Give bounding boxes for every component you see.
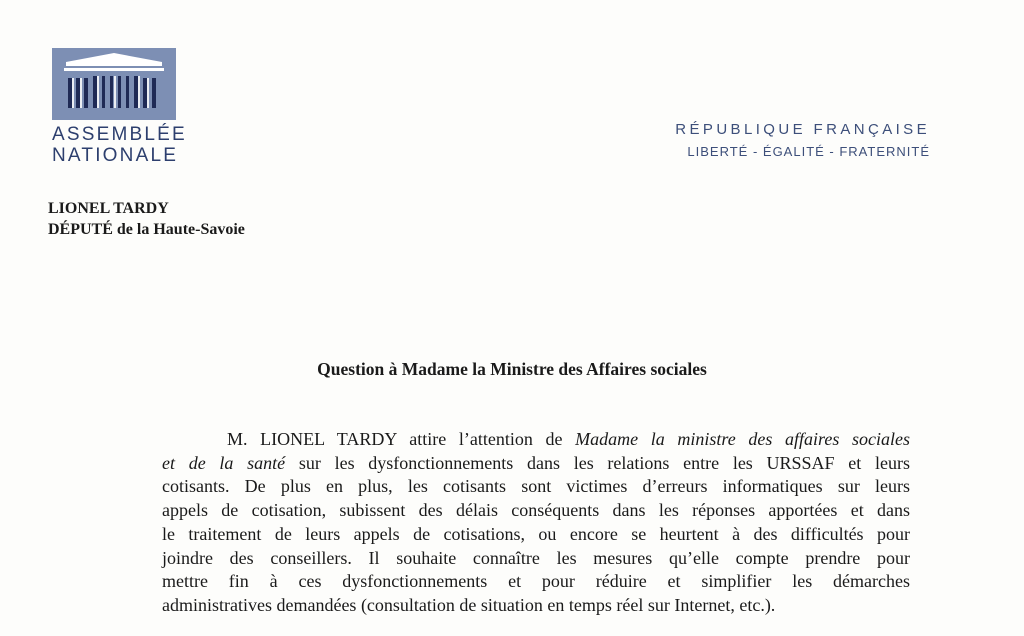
- body-line: mettre fin à ces dysfonctionnements et pour réduire et simplifier les démarches: [162, 571, 910, 592]
- question-body: [162, 428, 910, 618]
- author-block: [48, 198, 245, 240]
- body-line: appels de cotisation, subissent des délais conséquents dans les réponses apportées et dans: [162, 500, 910, 521]
- hemicycle-emblem-icon: [52, 48, 176, 120]
- body-line: administratives demandées (consultation de situation en temps réel sur Internet, etc.).: [162, 594, 776, 615]
- republique-francaise: RÉPUBLIQUE FRANÇAISE: [675, 121, 930, 138]
- body-line: M. LIONEL TARDY attire l’attention de Madame la ministre des affaires sociales: [227, 429, 910, 449]
- body-line: le traitement de leurs appels de cotisations, ou encore se heurtent à des difficultés pour: [162, 523, 910, 544]
- logo-text-line2: NATIONALE: [52, 145, 179, 166]
- body-line: cotisants. De plus en plus, les cotisants sont victimes d’erreurs informatiques sur leurs: [162, 476, 910, 497]
- republic-motto: LIBERTÉ - ÉGALITÉ - FRATERNITÉ: [687, 144, 930, 159]
- body-line: et de la santé sur les dysfonctionnements dans les relations entre les URSSAF et leurs: [162, 452, 910, 473]
- question-title: Question à Madame la Ministre des Affaires sociales: [317, 359, 707, 379]
- author-role: DÉPUTÉ de la Haute-Savoie: [48, 221, 245, 238]
- body-line: joindre des conseillers. Il souhaite connaître les mesures qu’elle compte prendre pour: [162, 547, 910, 568]
- logo-text-line1: ASSEMBLÉE: [52, 124, 187, 145]
- author-name: LIONEL TARDY: [48, 200, 169, 217]
- republique-header: [675, 120, 930, 162]
- assemblee-nationale-logo: [52, 48, 187, 166]
